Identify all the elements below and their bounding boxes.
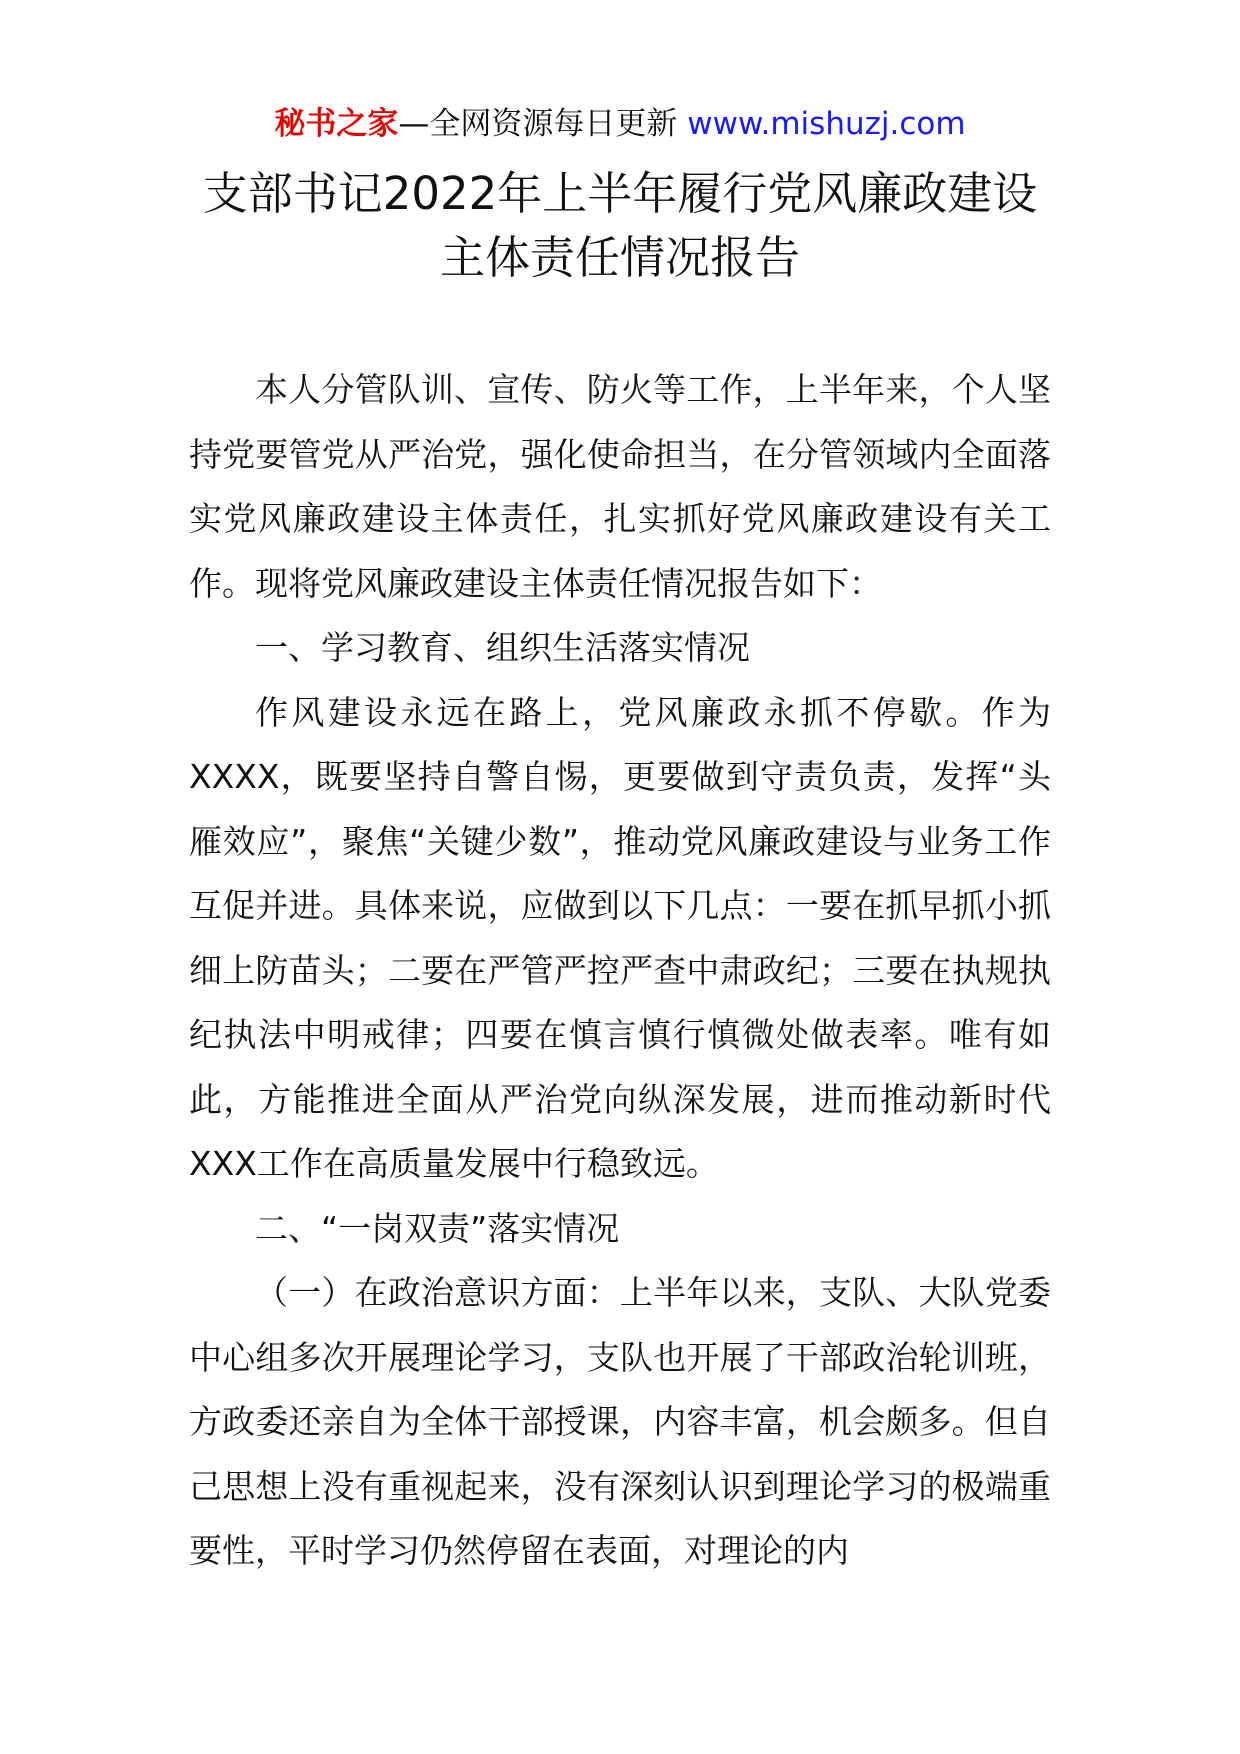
title-line-1: 支部书记2022年上半年履行党风廉政建设	[202, 167, 1038, 220]
site-url-link[interactable]: www.mishuzj.com	[687, 106, 966, 142]
site-header	[0, 104, 1240, 144]
document-body	[189, 358, 1051, 1584]
section-heading-1: 一、学习教育、组织生活落实情况	[255, 628, 750, 667]
paragraph-section-1: 作风建设永远在路上，党风廉政永抓不停歇。作为XXXX，既要坚持自警自惕，更要做到守责负责，发挥“头雁效应”，聚焦“关键少数”，推动党风廉政建设与业务工作互促并进。具体来说，应做到以下几点：一要在抓早抓小抓细上防苗头；二要在严管严控严查中肃政纪；三要在执规执纪执法中明戒律；四要在慎言慎行慎微处做表率。唯有如此，方能推进全面从严治党向纵深发展，进而推动新时代XXX工作在高质量发展中行稳致远。	[189, 692, 1051, 1183]
document-title	[0, 162, 1240, 290]
paragraph-section-2: （一）在政治意识方面：上半年以来，支队、大队党委中心组多次开展理论学习，支队也开展了干部政治轮训班，方政委还亲自为全体干部授课，内容丰富，机会颇多。但自己思想上没有重视起来，没有深刻认识到理论学习的极端重要性，平时学习仍然停留在表面，对理论的内	[189, 1273, 1051, 1570]
section-heading-2: 二、“一岗双责”落实情况	[255, 1208, 620, 1248]
paragraph-intro: 本人分管队训、宣传、防火等工作，上半年来，个人坚持党要管党从严治党，强化使命担当，在分管领域内全面落实党风廉政建设主体责任，扎实抓好党风廉政建设有关工作。现将党风廉政建设主体责任情况报告如下：	[189, 370, 1051, 603]
title-line-2: 主体责任情况报告	[439, 231, 800, 284]
site-tagline: —全网资源每日更新	[398, 106, 688, 142]
site-brand: 秘书之家	[274, 106, 399, 142]
